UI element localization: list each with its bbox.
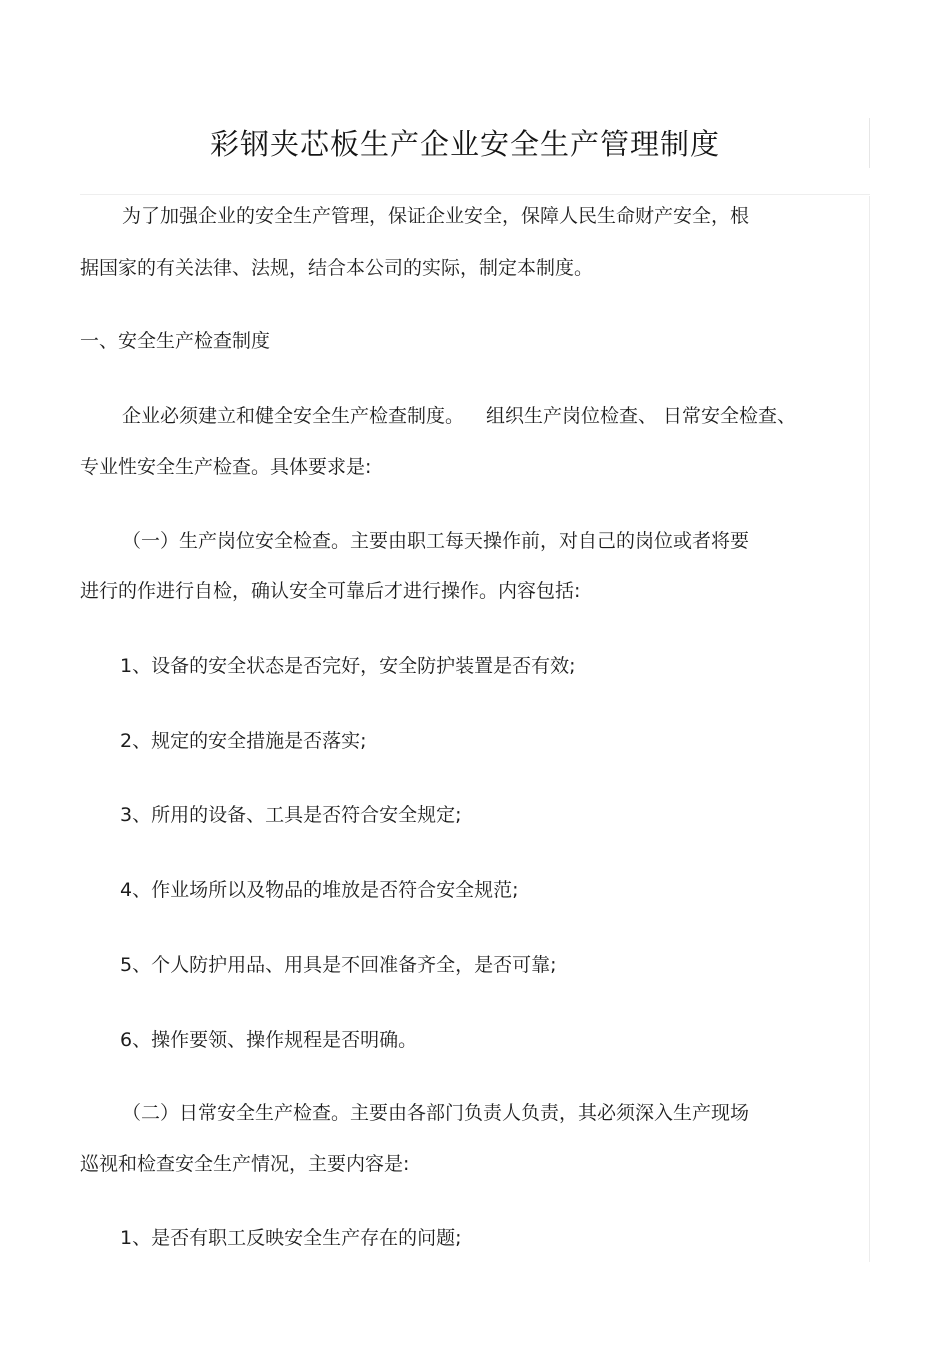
list-item: 2、规定的安全措施是否落实; [120,730,367,752]
list-item: 3、所用的设备、工具是否符合安全规定; [120,804,462,826]
sub2-line-2: 巡视和检查安全生产情况，主要内容是: [80,1153,410,1175]
section-para-line-1 [122,401,796,431]
sub1-line-2: 进行的作进行自检，确认安全可靠后才进行操作。内容包括: [80,580,581,602]
section-heading: 一、安全生产检查制度 [80,330,271,352]
sub1-line-1: （一）生产岗位安全检查。主要由职工每天操作前，对自己的岗位或者将要 [122,530,750,552]
section-para-line-1a: 企业必须建立和健全安全生产检查制度。 [122,405,465,427]
intro-line-2: 据国家的有关法律、法规，结合本公司的实际，制定本制度。 [80,257,594,279]
list-item: 1、设备的安全状态是否完好，安全防护装置是否有效; [120,655,576,677]
header-rule [80,194,870,195]
margin-rule-body [869,196,870,1262]
section-para-line-2: 专业性安全生产检查。具体要求是: [80,456,372,478]
list-item: 1、是否有职工反映安全生产存在的问题; [120,1227,462,1249]
document-title: 彩钢夹芯板生产企业安全生产管理制度 [209,127,720,161]
list-item: 4、作业场所以及物品的堆放是否符合安全规范; [120,879,519,901]
section-para-line-1b: 组织生产岗位检查、 日常安全检查、 [486,405,797,427]
list-item: 5、个人防护用品、用具是不回准备齐全，是否可靠; [120,954,557,976]
intro-line-1: 为了加强企业的安全生产管理，保证企业安全，保障人民生命财产安全，根 [122,205,750,227]
sub2-line-1: （二）日常安全生产检查。主要由各部门负责人负责，其必须深入生产现场 [122,1102,750,1124]
list-item: 6、操作要领、操作规程是否明确。 [120,1029,418,1051]
